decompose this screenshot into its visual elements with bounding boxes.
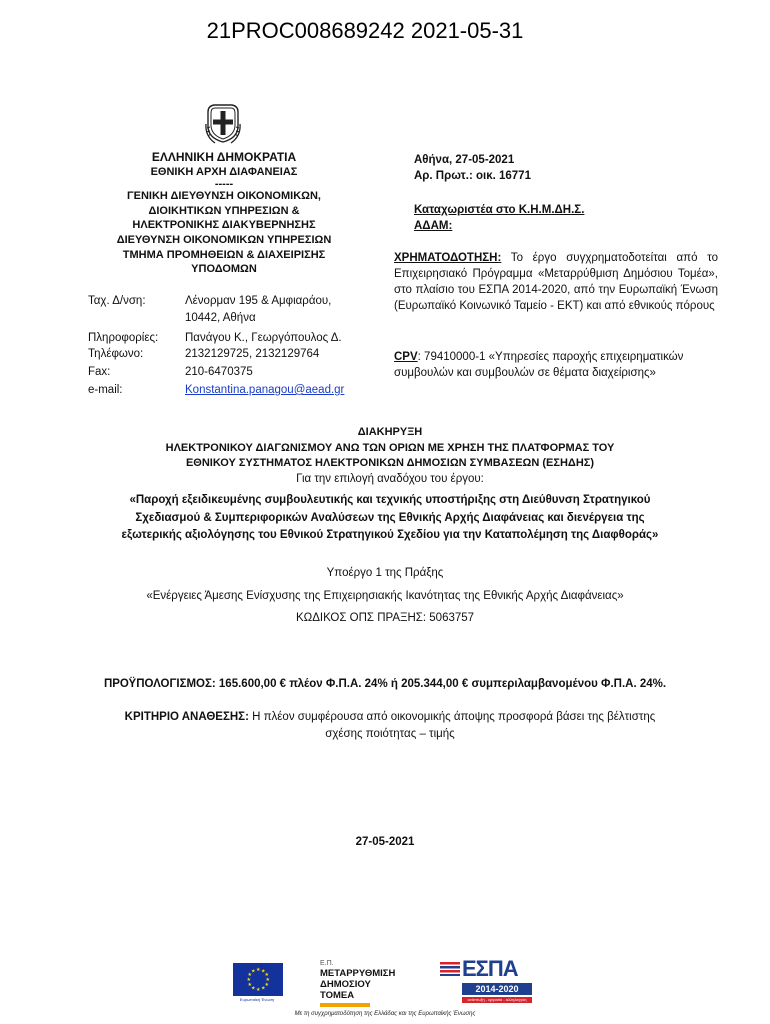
authority-name: ΕΘΝΙΚΗ ΑΡΧΗ ΔΙΑΦΑΝΕΙΑΣ — [150, 165, 298, 178]
svg-text:★: ★ — [246, 977, 251, 983]
header-separator: ----- — [214, 178, 234, 191]
closing-date: 27-05-2021 — [355, 836, 415, 848]
phone-value: 2132129725, 2132129764 — [185, 348, 320, 360]
directorate-line: ΔΙΟΙΚΗΤΙΚΩΝ ΥΠΗΡΕΣΙΩΝ & — [148, 204, 300, 217]
info-label: Πληροφορίες: — [88, 332, 159, 344]
greek-coat-of-arms-emblem — [205, 102, 241, 144]
svg-text:★: ★ — [256, 987, 261, 993]
registry-note: Καταχωριστέα στο Κ.Η.Μ.ΔΗ.Σ. — [414, 204, 585, 216]
announcement-subline: Για την επιλογή αναδόχου του έργου: — [296, 472, 484, 485]
directorate-line: ΗΛΕΚΤΡΟΝΙΚΗΣ ΔΙΑΚΥΒΕΡΝΗΣΗΣ — [132, 219, 316, 232]
directorate-line: ΔΙΕΥΘΥΝΣΗ ΟΙΚΟΝΟΜΙΚΩΝ ΥΠΗΡΕΣΙΩΝ — [116, 233, 332, 246]
svg-text:★: ★ — [251, 985, 256, 992]
criterion-text: σχέσης ποιότητας – τιμής — [325, 728, 455, 740]
ep-name-line: ΜΕΤΑΡΡΥΘΜΙΣΗ — [320, 968, 396, 979]
cpv-label: CPV — [394, 351, 418, 363]
address-line: Λένορμαν 195 & Αμφιαράου, — [185, 295, 332, 307]
info-value: Πανάγου Κ., Γεωργόπουλος Δ. — [185, 332, 342, 344]
svg-text:★: ★ — [261, 968, 266, 975]
project-title-line: εξωτερικής αξιολόγησης του Εθνικού Στρατηγικού Σχεδίου για την Καταπολέμηση της Διαφθοράς» — [121, 529, 659, 541]
fax-label: Fax: — [88, 366, 111, 378]
footer-logos — [225, 958, 535, 1013]
espa-stripes-icon — [440, 962, 460, 976]
announcement-line: ΕΘΝΙΚΟΥ ΣΥΣΤΗΜΑΤΟΣ ΗΛΕΚΤΡΟΝΙΚΩΝ ΔΗΜΟΣΙΩΝ ΣΥΜΒΑΣΕΩΝ (ΕΣΗΔΗΣ) — [185, 457, 595, 470]
project-title-line: Σχεδιασμού & Συμπεριφορικών Αναλύσεων της Εθνικής Αρχής Διαφάνειας και διενέργεια της — [135, 511, 645, 524]
announcement-line: ΗΛΕΚΤΡΟΝΙΚΟΥ ΔΙΑΓΩΝΙΣΜΟΥ ΑΝΩ ΤΩΝ ΟΡΙΩΝ ΜΕ ΧΡΗΣΗ ΤΗΣ ΠΛΑΤΦΟΡΜΑΣ ΤΟΥ — [165, 441, 615, 454]
email-label: e-mail: — [88, 384, 123, 396]
project-title — [70, 492, 710, 545]
svg-text:★: ★ — [264, 972, 269, 978]
svg-text:★: ★ — [251, 968, 256, 975]
eu-caption: Ευρωπαϊκή Ένωση — [239, 997, 275, 1002]
directorate-line: ΤΜΗΜΑ ΠΡΟΜΗΘΕΙΩΝ & ΔΙΑΧΕΙΡΙΣΗΣ — [122, 248, 326, 261]
ep-accent-bar — [320, 1003, 370, 1007]
adam-label: ΑΔΑΜ: — [414, 220, 453, 232]
subproject-label: Υποέργο 1 της Πράξης — [326, 567, 444, 579]
project-title-line: «Παροχή εξειδικευμένης συμβουλευτικής και τεχνικής υποστήριξης στη Διεύθυνση Στρατηγικού — [129, 494, 651, 506]
svg-text:★: ★ — [264, 982, 269, 988]
address-label: Ταχ. Δ/νση: — [88, 295, 146, 307]
address-value — [185, 293, 415, 327]
address-line: 10442, Αθήνα — [185, 312, 256, 324]
espa-name: ΕΣΠΑ — [462, 956, 518, 981]
cofunding-note: Με τη συγχρηματοδότηση της Ελλάδας και της Ευρωπαϊκής Ένωσης — [294, 1011, 476, 1017]
directorate-line: ΥΠΟΔΟΜΩΝ — [191, 263, 257, 276]
announcement-title: ΔΙΑΚΗΡΥΞΗ — [357, 426, 423, 438]
issuer-header — [78, 150, 370, 277]
directorate-line: ΓΕΝΙΚΗ ΔΙΕΥΘΥΝΣΗ ΟΙΚΟΝΟΜΙΚΩΝ, — [127, 190, 321, 203]
document-date: Αθήνα, 27-05-2021 — [414, 154, 515, 166]
document-meta — [414, 152, 724, 234]
espa-years: 2014-2020 — [462, 983, 532, 995]
eu-flag-icon — [233, 963, 283, 996]
ops-code: ΚΩΔΙΚΟΣ ΟΠΣ ΠΡΑΞΗΣ: 5063757 — [295, 612, 475, 624]
cpv-paragraph — [394, 349, 724, 381]
espa-logo — [440, 958, 535, 1010]
ep-name-line: ΔΗΜΟΣΙΟΥ — [320, 979, 371, 990]
phone-label: Τηλέφωνο: — [88, 348, 144, 360]
eu-stars-icon — [233, 963, 283, 996]
reference-number: 21PROC008689242 2021-05-31 — [206, 18, 524, 43]
protocol-number: Αρ. Πρωτ.: οικ. 16771 — [414, 170, 531, 182]
funding-label: ΧΡΗΜΑΤΟΔΟΤΗΣΗ: — [394, 252, 502, 264]
operational-programme-logo — [320, 960, 430, 1010]
republic-name: ΕΛΛΗΝΙΚΗ ΔΗΜΟΚΡΑΤΙΑ — [151, 150, 297, 164]
ep-name-line: ΤΟΜΕΑ — [320, 990, 355, 1001]
ep-abbrev: Ε.Π. — [320, 960, 334, 967]
cpv-text: : 79410000-1 «Υπηρεσίες παροχής επιχειρηματικών συμβουλών και συμβουλών σε θέματα διαχείρισης» — [394, 351, 684, 379]
funding-text: Το έργο συγχρηματοδοτείται από το Επιχειρησιακό Πρόγραμμα «Μεταρρύθμιση Δημόσιου Τομέα», στο πλαίσιο του ΕΣΠΑ 2014-2020, από την Ευρωπαϊκή Ένωση (Ευρωπαϊκό Κοινωνικό Ταμείο - ΕΚΤ) και από εθνικούς πόρους — [394, 252, 718, 312]
fax-value: 210-6470375 — [185, 366, 253, 378]
funding-paragraph — [394, 250, 718, 314]
espa-tagline: ανάπτυξη - εργασία - αλληλεγγύη — [462, 997, 532, 1003]
budget-line: ΠΡΟΫΠΟΛΟΓΙΣΜΟΣ: 165.600,00 € πλέον Φ.Π.Α. 24% ή 205.344,00 € συμπεριλαμβανομένου Φ.Π.Α. 24%. — [103, 678, 667, 690]
announcement-heading — [70, 425, 710, 487]
svg-text:★: ★ — [247, 972, 252, 978]
svg-text:★: ★ — [265, 977, 270, 983]
award-criterion — [60, 709, 720, 743]
criterion-text: Η πλέον συμφέρουσα από οικονομικής άποψης προσφορά βάσει της βέλτιστης — [248, 711, 656, 723]
email-link[interactable]: Konstantina.panagou@aead.gr — [185, 384, 345, 396]
svg-text:★: ★ — [256, 967, 261, 973]
svg-text:★: ★ — [247, 982, 252, 988]
action-title: «Ενέργειες Άμεσης Ενίσχυσης της Επιχειρησιακής Ικανότητας της Εθνικής Αρχής Διαφάνειας» — [146, 590, 624, 602]
criterion-label: ΚΡΙΤΗΡΙΟ ΑΝΑΘΕΣΗΣ: — [124, 711, 249, 723]
svg-text:★: ★ — [261, 985, 266, 992]
ep-name — [320, 968, 395, 1001]
